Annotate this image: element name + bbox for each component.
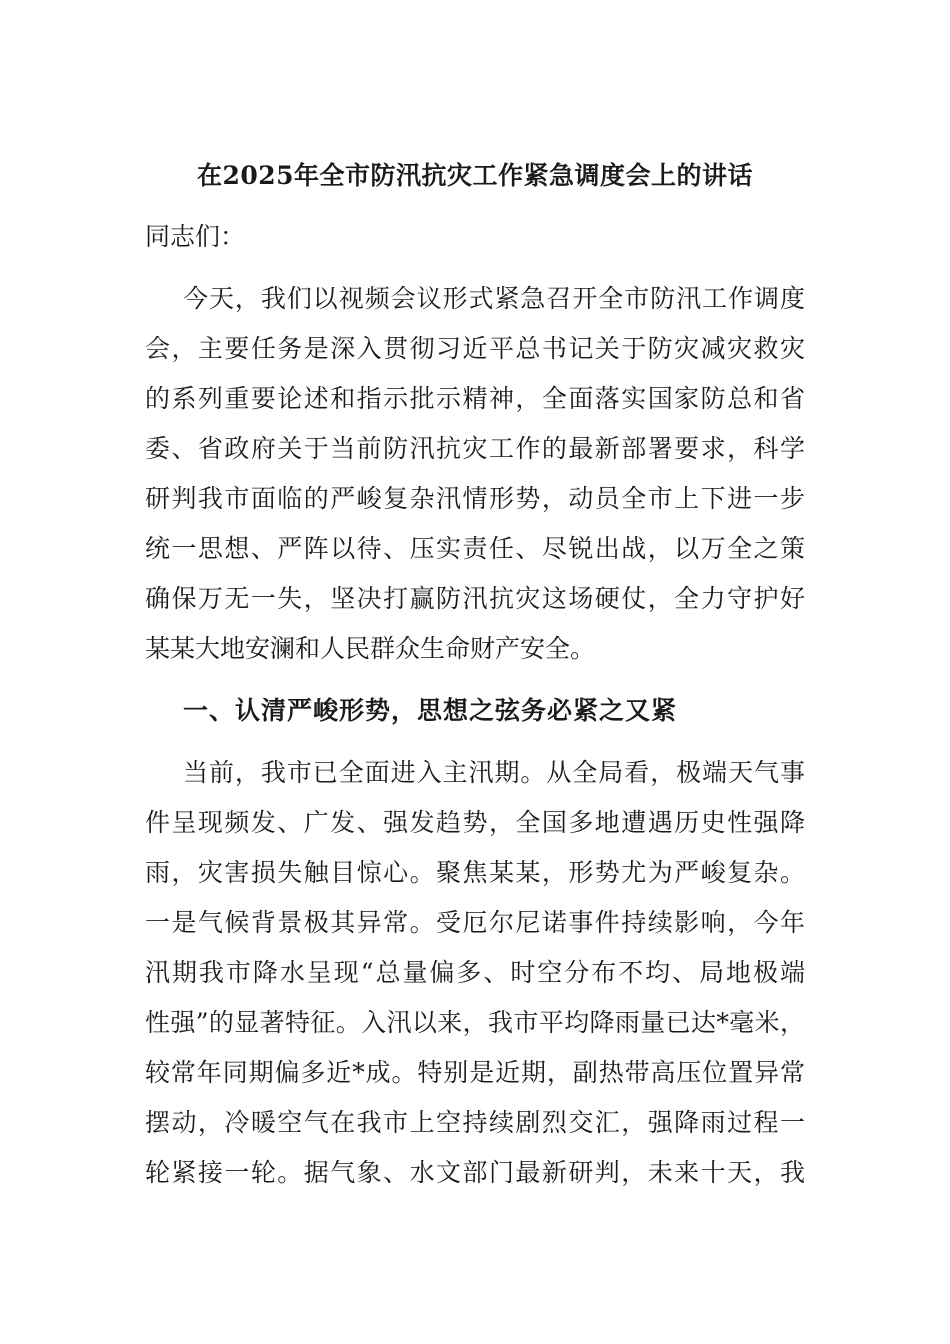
paragraph-line: 统一思想、严阵以待、压实责任、尽锐出战，以万全之策 [145, 534, 805, 563]
document-title: 在2025年全市防汛抗灾工作紧急调度会上的讲话 [196, 161, 754, 190]
paragraph-line: 件呈现频发、广发、强发趋势，全国多地遭遇历史性强降 [145, 808, 805, 837]
paragraph-line: 某某大地安澜和人民群众生命财产安全。 [145, 634, 596, 663]
section-heading: 一、认清严峻形势，思想之弦务必紧之又紧 [183, 696, 678, 725]
paragraph-line: 汛期我市降水呈现“总量偏多、时空分布不均、局地极端 [145, 958, 805, 987]
paragraph-line: 一是气候背景极其异常。受厄尔尼诺事件持续影响，今年 [145, 908, 805, 937]
paragraph-line: 较常年同期偏多近*成。特别是近期，副热带高压位置异常 [145, 1058, 805, 1087]
salutation: 同志们： [145, 222, 246, 251]
paragraph-line: 当前，我市已全面进入主汛期。从全局看，极端天气事 [183, 758, 805, 787]
paragraph-line: 委、省政府关于当前防汛抗灾工作的最新部署要求，科学 [145, 434, 805, 463]
paragraph-line: 确保万无一失，坚决打赢防汛抗灾这场硬仗，全力守护好 [145, 584, 805, 613]
paragraph-line: 研判我市面临的严峻复杂汛情形势，动员全市上下进一步 [145, 484, 805, 513]
paragraph-line: 的系列重要论述和指示批示精神，全面落实国家防总和省 [145, 384, 805, 413]
paragraph-line: 今天，我们以视频会议形式紧急召开全市防汛工作调度 [183, 284, 805, 313]
paragraph-line: 摆动，冷暖空气在我市上空持续剧烈交汇，强降雨过程一 [145, 1108, 805, 1137]
paragraph-line: 雨，灾害损失触目惊心。聚焦某某，形势尤为严峻复杂。 [145, 858, 805, 887]
paragraph-line: 轮紧接一轮。据气象、水文部门最新研判，未来十天，我 [145, 1158, 805, 1187]
paragraph-line: 性强”的显著特征。入汛以来，我市平均降雨量已达*毫米， [145, 1008, 805, 1037]
paragraph-line: 会，主要任务是深入贯彻习近平总书记关于防灾减灾救灾 [145, 334, 805, 363]
